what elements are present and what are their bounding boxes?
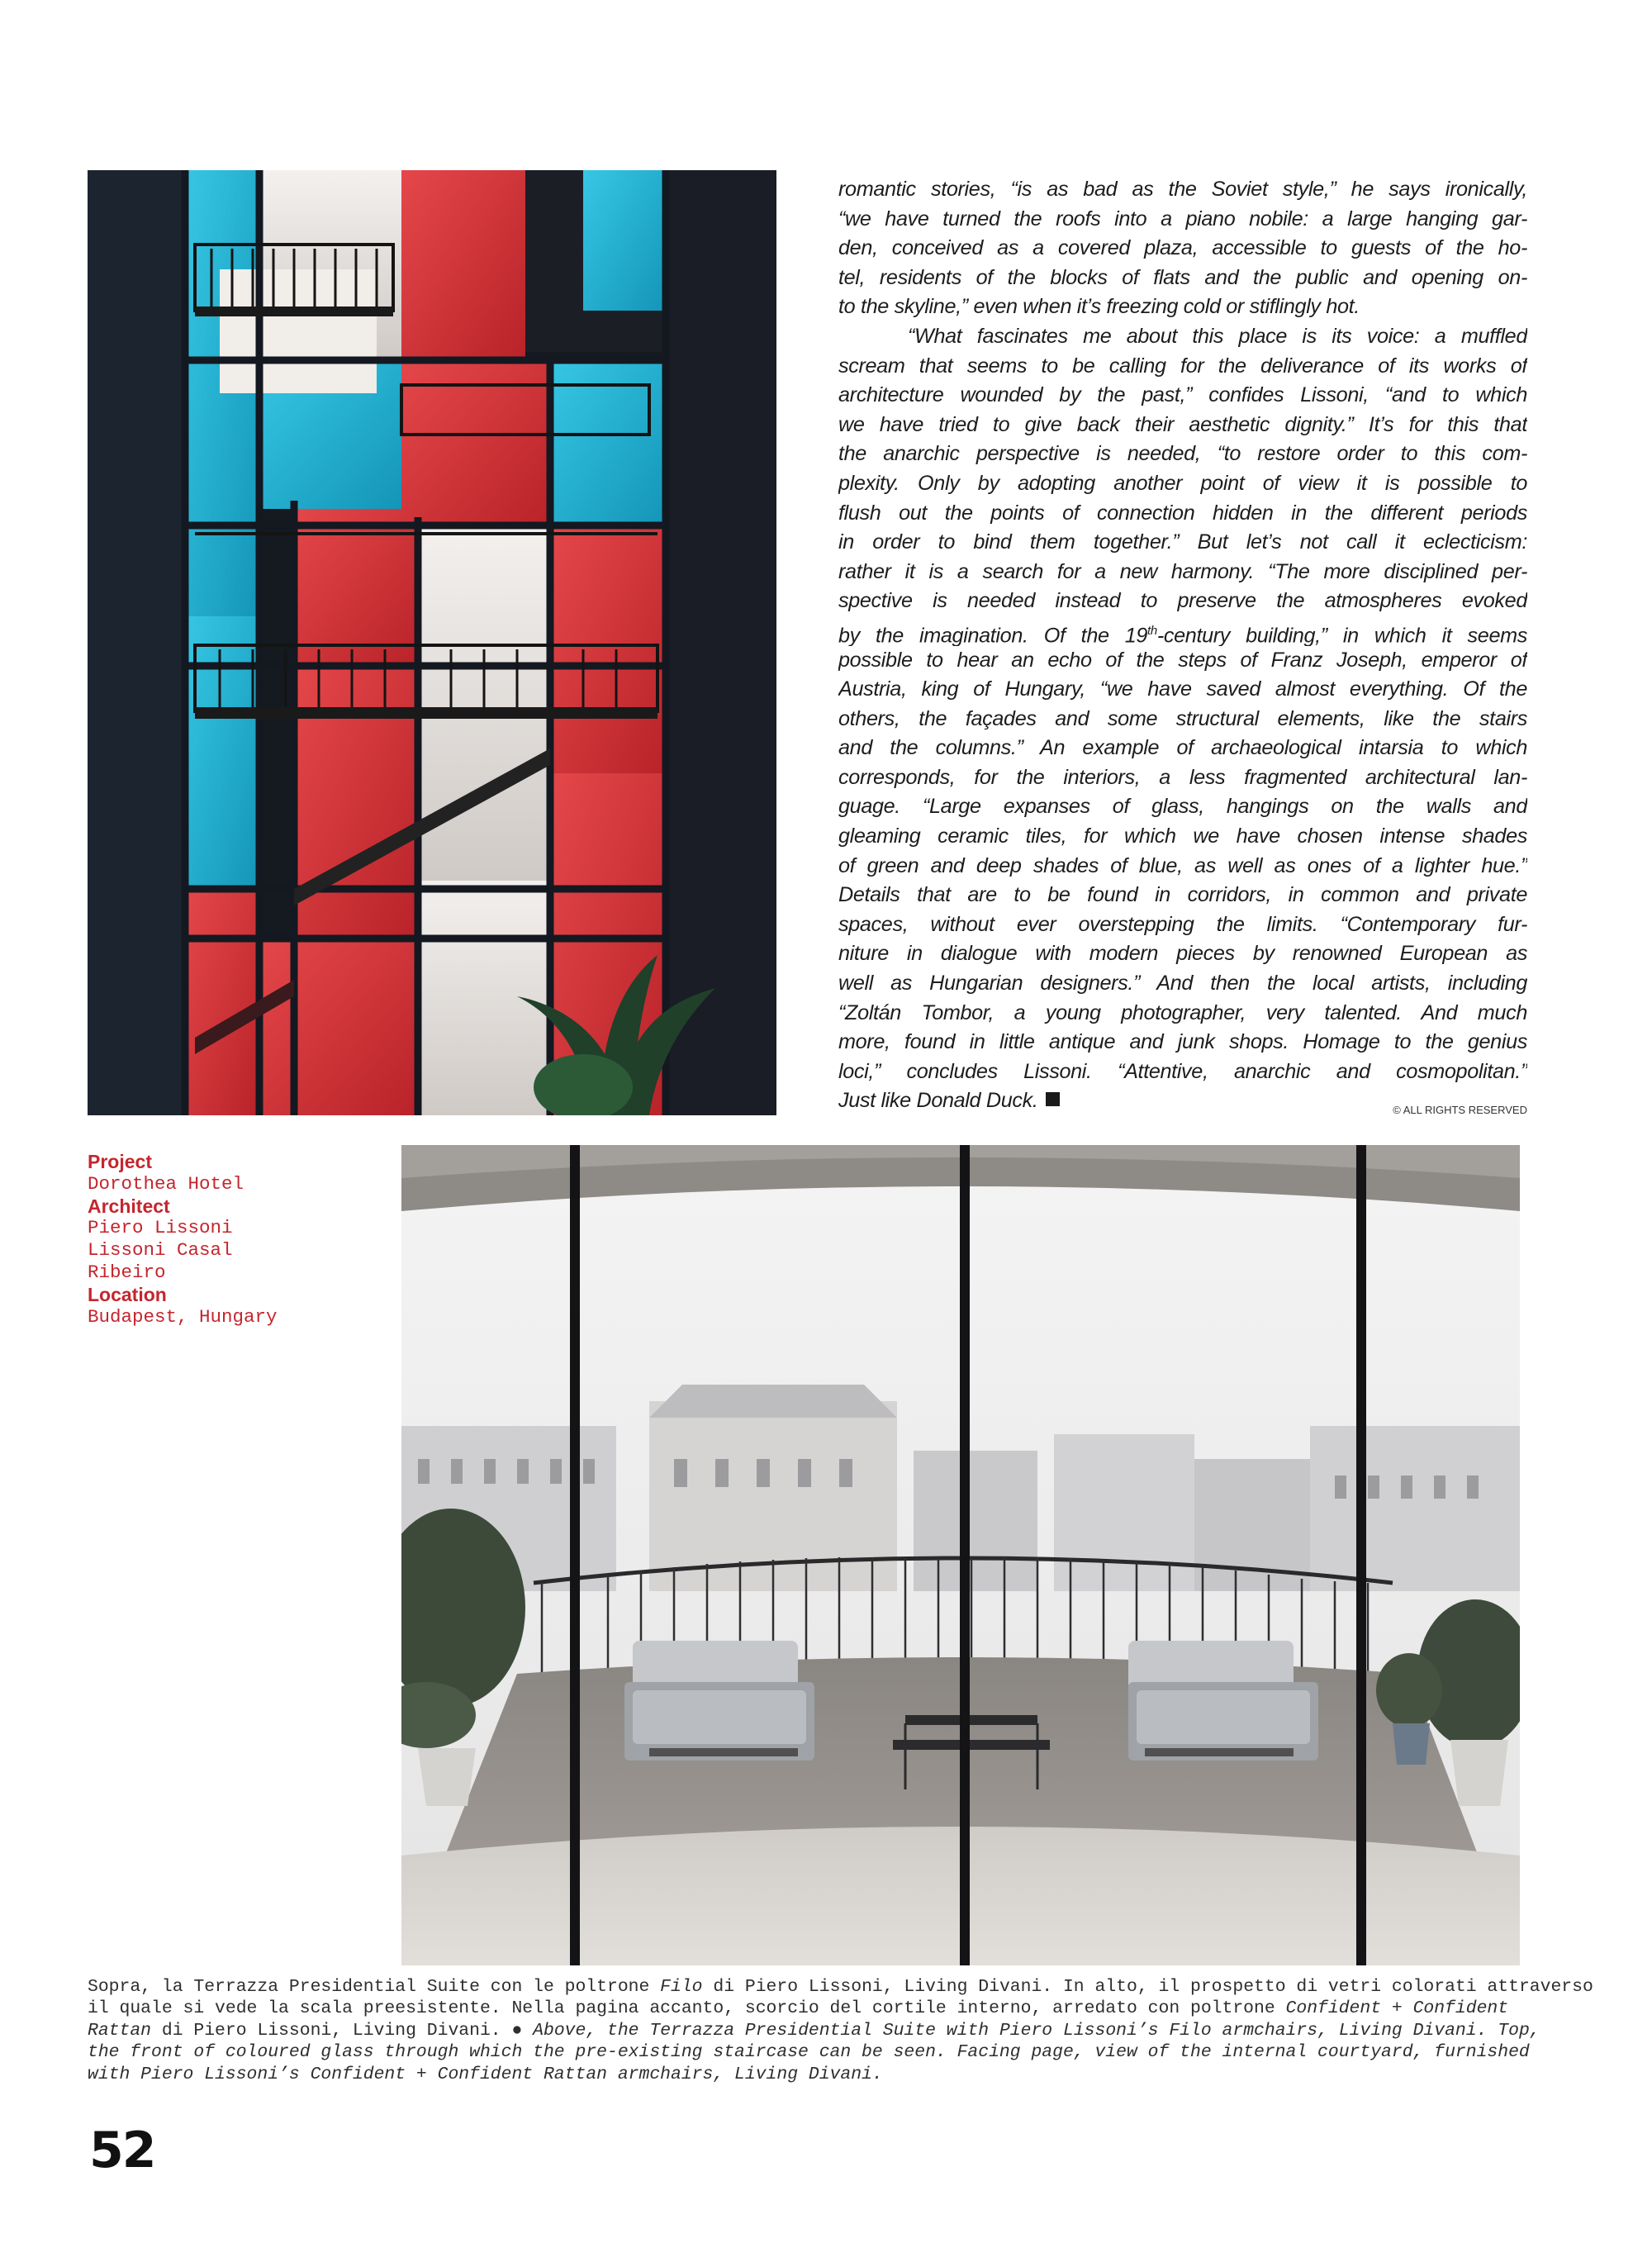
article-line: den, conceived as a covered plaza, accessible to guests of the ho- (838, 236, 1527, 260)
article-line: romantic stories, “is as bad as the Soviet style,” he says ironically, (838, 178, 1527, 201)
copyright-note: © ALL RIGHTS RESERVED (1393, 1104, 1527, 1116)
article-line: architecture wounded by the past,” confides Lissoni, “and to which (838, 383, 1527, 407)
ordinal-superscript: th (1147, 623, 1157, 638)
article-line: well as Hungarian designers.” And then the local artists, including (838, 972, 1527, 996)
page-number: 52 (89, 2122, 155, 2179)
article-line: Details that are to be found in corridors, in common and private (838, 883, 1527, 907)
architect-value: Lissoni Casal (88, 1239, 233, 1262)
article-line: plexity. Only by adopting another point of view it is possible to (838, 471, 1527, 495)
coloured-glass-facade-photo (88, 170, 776, 1115)
article-line: corresponds, for the interiors, a less fragmented architectural lan- (838, 765, 1527, 789)
article-line: spaces, without ever overstepping the limits. “Contemporary fur- (838, 912, 1527, 936)
article-line: flush out the points of connection hidden in the different periods (838, 501, 1527, 525)
article-line: guage. “Large expanses of glass, hangings on the walls and (838, 795, 1527, 819)
caption-text: Sopra, la Terrazza Presidential Suite con le poltrone (88, 1977, 661, 1997)
article-line: “Zoltán Tombor, a young photographer, very talented. And much (838, 1000, 1527, 1024)
caption-text: Filo (660, 1977, 703, 1997)
article-line: scream that seems to be calling for the deliverance of its works of (838, 354, 1527, 378)
caption-line (88, 1976, 1593, 1998)
caption-text: il quale si vede la scala preesistente. Nella pagina accanto, scorcio del cortile interno, arredato con poltrone (88, 1998, 1286, 2019)
article-line: gleaming ceramic tiles, for which we have chosen intense shades (838, 824, 1527, 848)
article-line: spective is needed instead to preserve the atmospheres evoked (838, 589, 1527, 613)
article-line: we have tried to give back their aesthetic dignity.” It’s for this that (838, 412, 1527, 436)
article-line: “What fascinates me about this place is its voice: a muffled (908, 324, 1527, 348)
caption-text: Above, the Terrazza Presidential Suite with Piero Lissoni’s Filo armchairs, Living Divani. Top, (533, 2020, 1540, 2041)
end-mark-square (1046, 1092, 1060, 1106)
article-line: rather it is a search for a new harmony. “The more disciplined per- (838, 559, 1527, 583)
architect-value: Piero Lissoni (88, 1217, 233, 1239)
article-line: by the imagination. Of the 19th-century building,” in which it seems (838, 623, 1527, 646)
article-line: possible to hear an echo of the steps of Franz Joseph, emperor of (838, 648, 1527, 672)
project-label: Project (88, 1151, 152, 1172)
article-line: loci,” concludes Lissoni. “Attentive, anarchic and cosmopolitan.” (838, 1059, 1527, 1083)
architect-value: Ribeiro (88, 1261, 166, 1283)
article-line: others, the façades and some structural elements, like the stairs (838, 706, 1527, 730)
article-line: niture in dialogue with modern pieces by renowned European as (838, 942, 1527, 966)
caption-line (88, 2041, 1530, 2063)
article-line: tel, residents of the blocks of flats and the public and opening on- (838, 265, 1527, 289)
caption-text: the front of coloured glass through which the pre-existing staircase can be seen. Facing page, view of the internal courtyard, furnished (88, 2042, 1530, 2063)
project-credits (88, 1151, 385, 1328)
photo-caption (88, 1976, 1593, 2085)
location-value: Budapest, Hungary (88, 1305, 278, 1328)
architect-label: Architect (88, 1195, 170, 1217)
article-line: to the skyline,” even when it’s freezing cold or stiflingly hot. (838, 295, 1360, 319)
caption-line (88, 2020, 1540, 2041)
project-value: Dorothea Hotel (88, 1172, 244, 1195)
caption-text: di Piero Lissoni, Living Divani. In alto, il prospetto di vetri colorati attraverso (702, 1977, 1593, 1997)
location-label: Location (88, 1283, 167, 1305)
article-line: the anarchic perspective is needed, “to restore order to this com- (838, 442, 1527, 466)
article-final-line (838, 1086, 1527, 1116)
article-body-column (838, 175, 1527, 1124)
caption-line (88, 1998, 1520, 2019)
terrace-presidential-suite-photo (401, 1145, 1520, 1965)
article-line: more, found in little antique and junk shops. Homage to the genius (838, 1030, 1527, 1054)
caption-line (88, 2064, 1520, 2085)
article-line: Just like Donald Duck. (838, 1089, 1038, 1113)
caption-text: Confident + Confident (1285, 1998, 1509, 2019)
article-line: Austria, king of Hungary, “we have saved almost everything. Of the (838, 677, 1527, 701)
caption-text: with Piero Lissoni’s Confident + Confident Rattan armchairs, Living Divani. (88, 2064, 883, 2084)
article-line: in order to bind them together.” But let’s not call it eclecticism: (838, 530, 1527, 554)
caption-text: Rattan (88, 2020, 152, 2041)
article-line: and the columns.” An example of archaeological intarsia to which (838, 736, 1527, 760)
article-line: “we have turned the roofs into a piano nobile: a large hanging gar- (838, 207, 1527, 230)
article-line: of green and deep shades of blue, as well as ones of a lighter hue.” (838, 853, 1527, 877)
caption-text: di Piero Lissoni, Living Divani. ● (151, 2020, 534, 2041)
